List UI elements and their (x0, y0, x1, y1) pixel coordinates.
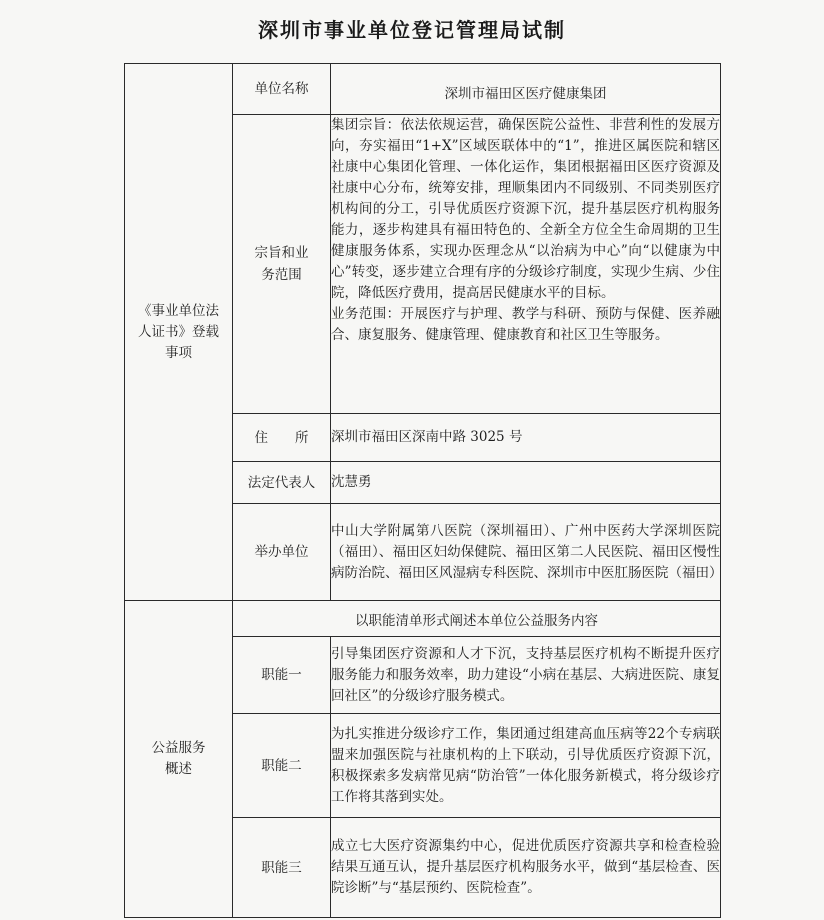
function-3-text: 成立七大医疗资源集约中心，促进优质医疗资源共享和检查检验结果互通互认，提升基层医疗机构服务水平，做到“基层检查、医院诊断”与“基层预约、医院检查”。 (331, 818, 721, 918)
purpose-content (331, 115, 721, 414)
function-2-text: 为扎实推进分级诊疗工作，集团通过组建高血压病等22个专病联盟来加强医院与社康机构的上下联动，引导优质医疗资源下沉，积极探索多发病常见病“防治管”一体化服务新模式，将分级诊疗工作将其落到实处。 (331, 714, 721, 818)
row-unit-name (125, 64, 721, 115)
public-service-group-label (125, 601, 233, 918)
page-title: 深圳市事业单位登记管理局试制 (258, 18, 566, 42)
registration-table (124, 63, 721, 918)
sponsor-value: 中山大学附属第八医院（深圳福田）、广州中医药大学深圳医院（福田）、福田区妇幼保健院、福田区第二人民医院、福田区慢性病防治院、福田区风湿病专科医院、深圳市中医肛肠医院（福田） (331, 504, 721, 601)
scope-text: 业务范围：开展医疗与护理、教学与科研、预防与保健、医养融合、康复服务、健康管理、健康教育和社区卫生等服务。 (331, 306, 720, 343)
unit-name-label: 单位名称 (233, 64, 331, 115)
purpose-text: 集团宗旨：依法依规运营，确保医院公益性、非营利性的发展方向，夯实福田“1+X”区域医联体中的“1”，推进区属医院和辖区社康中心集团化管理、一体化运作，集团根据福田区医疗资源及社康中心分布，统筹安排，理顺集团内不同级别、不同类别医疗机构间的分工，引导优质医疗资源下沉，提升基层医疗机构服务能力，逐步构建具有福田特色的、全新全方位全生命周期的卫生健康服务体系，实现办医理念从“以治病为中心”向“以健康为中心”转变，逐步建立合理有序的分级诊疗制度，实现少生病、少住院，降低医疗费用，提高居民健康水平的目标。 (331, 117, 720, 301)
address-label: 住 所 (233, 414, 331, 462)
purpose-label-text: 宗旨和业务范围 (254, 245, 309, 283)
legal-rep-value: 沈慧勇 (331, 462, 721, 504)
public-service-group-text: 公益服务概述 (151, 740, 206, 777)
function-2-label: 职能二 (233, 714, 331, 818)
certificate-group-label (125, 64, 233, 601)
purpose-label (233, 115, 331, 414)
legal-rep-label: 法定代表人 (233, 462, 331, 504)
address-value: 深圳市福田区深南中路 3025 号 (331, 414, 721, 462)
sponsor-label: 举办单位 (233, 504, 331, 601)
function-1-text: 引导集团医疗资源和人才下沉，支持基层医疗机构不断提升医疗服务能力和服务效率，助力建设“小病在基层、大病进医院、康复回社区”的分级诊疗服务模式。 (331, 637, 721, 714)
row-service-intro (125, 601, 721, 637)
function-3-label: 职能三 (233, 818, 331, 918)
function-1-label: 职能一 (233, 637, 331, 714)
service-intro-text: 以职能清单形式阐述本单位公益服务内容 (233, 601, 721, 637)
certificate-group-text: 《事业单位法人证书》登载事项 (138, 302, 219, 361)
unit-name-value: 深圳市福田区医疗健康集团 (331, 64, 721, 115)
